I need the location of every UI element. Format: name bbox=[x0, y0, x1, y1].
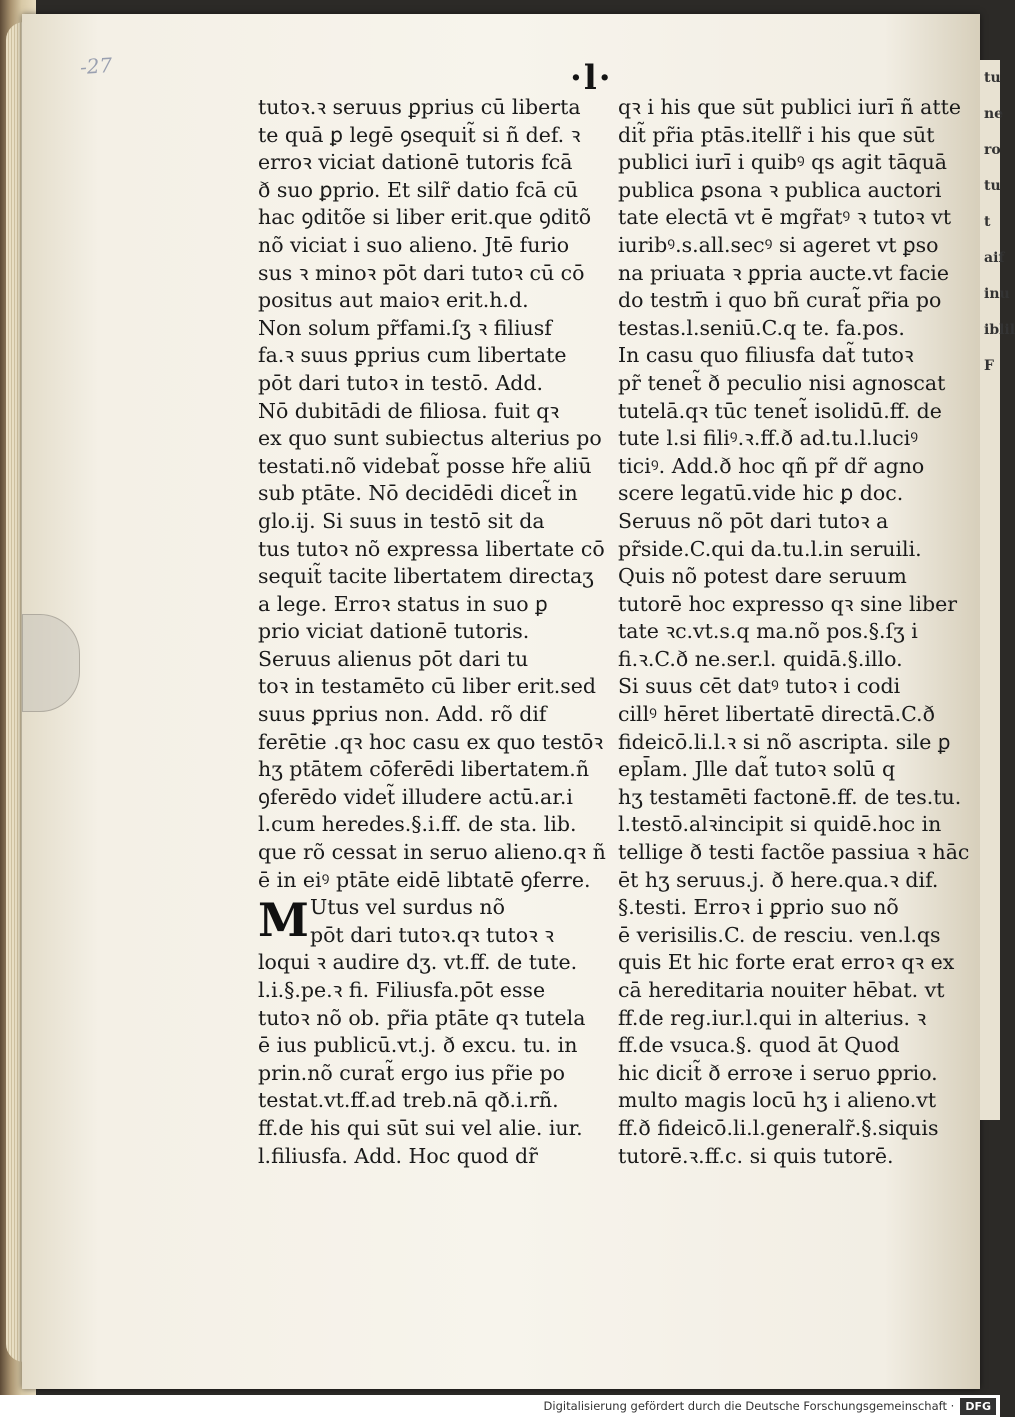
text-line: pr̃side.C.qui da.tu.l.in seruili. bbox=[618, 536, 922, 561]
text-line: tate electā vt ē mgr̃atꝰ ꝛ tutoꝛ vt bbox=[618, 205, 952, 230]
text-line: In casu quo filiusfa dat̃ tutoꝛ bbox=[618, 343, 914, 368]
text-line: ð suo ꝑprio. Et silr̃ datio fcā cū bbox=[258, 177, 579, 202]
text-line: positus aut maioꝛ erit.h.d. bbox=[258, 288, 529, 313]
folio-number: ·l· bbox=[570, 58, 613, 98]
text-line: nõ viciat i suo alieno. Jtē furio bbox=[258, 232, 570, 257]
text-line: tate ꝛc.vt.s.q ma.nõ pos.§.ſʒ i bbox=[618, 619, 918, 644]
text-line: Seruus alienus pōt dari tu bbox=[258, 646, 529, 671]
text-line: ꝯferēdo videt̃ illudere actū.ar.i bbox=[258, 784, 573, 809]
text-line: quis Et hic forte erat erroꝛ qꝛ ex bbox=[618, 950, 955, 975]
text-line: hʒ testamēti factonē.ff. de tes.tu. bbox=[618, 784, 962, 809]
text-line: l.filiusfa. Add. Hoc quod dr̃ bbox=[258, 1143, 538, 1168]
text-line: que rõ cessat in seruo alieno.qꝛ ñ bbox=[258, 840, 606, 865]
text-line: scere legatū.vide hic ꝑ doc. bbox=[618, 481, 904, 506]
text-line: pōt dari tutoꝛ.qꝛ tutoꝛ ꝛ bbox=[310, 922, 555, 947]
text-line: ff.de vsuca.§. quod āt Quod bbox=[618, 1033, 900, 1058]
text-line: ex quo sunt subiectus alterius po bbox=[258, 426, 602, 451]
text-line: publica ꝑsona ꝛ publica auctori bbox=[618, 177, 942, 202]
facing-page-strip: tu ne ro tu t aif inu iblil F bbox=[980, 60, 1000, 1120]
pencil-annotation: -27 bbox=[79, 52, 114, 80]
left-column-top-lines bbox=[258, 94, 606, 894]
left-text-column bbox=[258, 94, 606, 1170]
text-line: l.testō.alꝛincipit si quidē.hoc in bbox=[618, 812, 942, 837]
right-text-column bbox=[618, 94, 970, 1170]
text-line: pōt dari tutoꝛ in testō. Add. bbox=[258, 370, 544, 395]
text-line: pr̃ tenet̃ ð peculio nisi agnoscat bbox=[618, 370, 946, 395]
initial-paragraph-lines bbox=[310, 894, 578, 949]
text-line: testat.vt.ff.ad treb.nā qð.i.rñ. bbox=[258, 1088, 559, 1113]
text-line: cā hereditaria nouiter hēbat. vt bbox=[618, 978, 945, 1002]
text-line: ē ius publicū.vt.j. ð excu. tu. in bbox=[258, 1033, 578, 1058]
text-line: Nō dubitādi de filiosa. fuit qꝛ bbox=[258, 398, 560, 423]
text-line: hic dicit̃ ð erroꝛe i seruo ꝑprio. bbox=[618, 1060, 938, 1085]
dfg-logo: DFG bbox=[960, 1398, 996, 1415]
text-line: hʒ ptātem cōferēdi libertatem.ñ bbox=[258, 757, 590, 782]
page-clip bbox=[22, 614, 80, 712]
text-line: ē verisilis.C. de resciu. ven.l.qs bbox=[618, 922, 941, 947]
text-line: sus ꝛ minoꝛ pōt dari tutoꝛ cū cō bbox=[258, 260, 585, 285]
text-line: dit̃ pr̃ia ptās.itellr̃ i his que sūt bbox=[618, 122, 935, 147]
text-line: ēt hʒ seruus.j. ð here.qua.ꝛ dif. bbox=[618, 867, 939, 892]
text-line: tus tutoꝛ nõ expressa libertate cō bbox=[258, 536, 605, 561]
text-line: §.testi. Erroꝛ i ꝑprio suo nõ bbox=[618, 895, 899, 920]
decorated-initial: M bbox=[258, 893, 309, 948]
footer-bar bbox=[0, 1395, 1000, 1417]
text-line: ferētie .qꝛ hoc casu ex quo testōꝛ bbox=[258, 729, 604, 754]
text-line: erroꝛ viciat dationē tutoris fcā bbox=[258, 150, 573, 175]
text-line: tutorē hoc expresso qꝛ sine liber bbox=[618, 591, 958, 616]
text-line: te quā ꝑ legē ꝯsequit̃ si ñ def. ꝛ bbox=[258, 122, 581, 147]
text-line: suus ꝑprius non. Add. rõ dif bbox=[258, 702, 547, 727]
text-line: prin.nõ curat̃ ergo ius pr̃ie po bbox=[258, 1060, 566, 1085]
text-line: ff.ð fideicō.li.l.generalr̃.§.siquis bbox=[618, 1115, 939, 1140]
text-line: testati.nõ videbat̃ posse hr̃e aliū bbox=[258, 453, 592, 478]
text-line: ff.de reg.iur.l.qui in alterius. ꝛ bbox=[618, 1005, 927, 1030]
text-line: fi.ꝛ.C.ð ne.ser.l. quidā.§.illo. bbox=[618, 646, 903, 671]
text-line: na priuata ꝛ ꝑpria aucte.vt facie bbox=[618, 260, 949, 285]
text-line: tute l.si filiꝰ.ꝛ.ff.ð ad.tu.l.luciꝰ bbox=[618, 426, 919, 451]
text-line: Seruus nõ pōt dari tutoꝛ a bbox=[618, 508, 889, 533]
initial-paragraph bbox=[258, 894, 578, 949]
right-column-lines bbox=[618, 94, 970, 1170]
text-line: ticiꝰ. Add.ð hoc qñ pr̃ dr̃ agno bbox=[618, 453, 925, 478]
text-line: loqui ꝛ audire dʒ. vt.ff. de tute. bbox=[258, 950, 578, 975]
text-line: sub ptāte. Nō decidēdi dicet̃ in bbox=[258, 481, 578, 506]
text-line: toꝛ in testamēto cū liber erit.sed bbox=[258, 674, 597, 699]
text-line: ff.de his qui sūt sui vel alie. iur. bbox=[258, 1115, 583, 1140]
text-line: do testm̄ i quo bñ curat̃ pr̃ia po bbox=[618, 288, 942, 313]
text-line: qꝛ i his que sūt publici iurī ñ atte bbox=[618, 95, 961, 119]
book-page bbox=[22, 14, 980, 1389]
text-line: Utus vel surdus nõ bbox=[310, 895, 505, 920]
text-line: l.i.§.pe.ꝛ fi. Filiusfa.pōt esse bbox=[258, 978, 546, 1002]
text-line: a lege. Erroꝛ status in suo ꝑ bbox=[258, 591, 548, 616]
text-line: hac ꝯditõe si liber erit.que ꝯditõ bbox=[258, 205, 592, 230]
text-line: tellige ð testi factõe passiua ꝛ hāc bbox=[618, 840, 970, 865]
text-line: cillꝰ hēret libertatē directā.C.ð bbox=[618, 702, 935, 727]
text-line: ē in eiꝰ ptāte eidē libtatē ꝯferre. bbox=[258, 867, 591, 892]
text-line: iuribꝰ.s.all.secꝰ si ageret vt ꝑso bbox=[618, 232, 939, 257]
text-line: Non solum pr̃fami.ſʒ ꝛ filiusf bbox=[258, 315, 552, 340]
text-line: fideicō.li.l.ꝛ si nõ ascripta. sile ꝑ bbox=[618, 729, 951, 754]
text-line: epl̄am. Jlle dat̃ tutoꝛ solū q bbox=[618, 757, 896, 782]
text-line: tutelā.qꝛ tūc tenet̃ isolidū.ff. de bbox=[618, 398, 942, 423]
text-line: multo magis locū hʒ i alieno.vt bbox=[618, 1088, 937, 1113]
text-line: Quis nõ potest dare seruum bbox=[618, 564, 907, 589]
text-line: tutorē.ꝛ.ff.c. si quis tutorē. bbox=[618, 1143, 894, 1168]
text-line: tutoꝛ nõ ob. pr̃ia ptāte qꝛ tutela bbox=[258, 1005, 586, 1030]
funding-credit: Digitalisierung gefördert durch die Deutsche Forschungsgemeinschaft · bbox=[543, 1399, 955, 1413]
text-line: tutoꝛ.ꝛ seruus ꝑprius cū liberta bbox=[258, 95, 581, 119]
text-line: testas.l.seniū.C.q te. fa.pos. bbox=[618, 315, 905, 340]
left-column-bottom-lines bbox=[258, 949, 586, 1170]
text-line: l.cum heredes.§.i.ff. de sta. lib. bbox=[258, 812, 577, 837]
text-line: sequit̃ tacite libertatem directaʒ bbox=[258, 564, 594, 589]
text-line: prio viciat dationē tutoris. bbox=[258, 619, 530, 644]
text-line: glo.ij. Si suus in testō sit da bbox=[258, 508, 545, 533]
text-line: publici iurī i quibꝰ qs agit tāquā bbox=[618, 150, 947, 175]
text-line: Si suus cēt datꝰ tutoꝛ i codi bbox=[618, 674, 901, 699]
text-line: fa.ꝛ suus ꝑprius cum libertate bbox=[258, 343, 567, 368]
